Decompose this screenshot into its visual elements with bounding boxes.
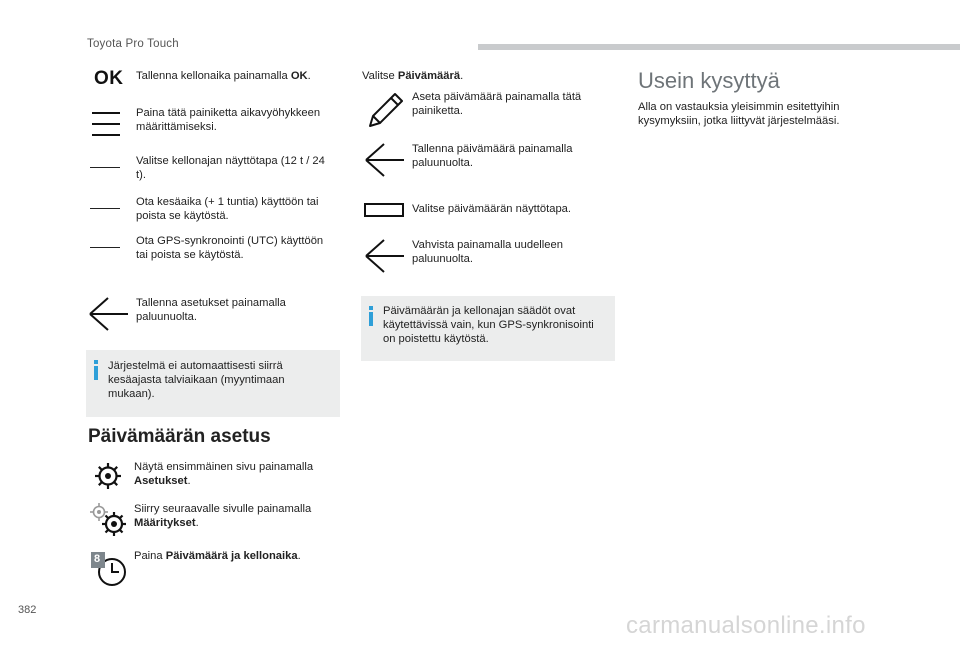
list-item xyxy=(90,458,334,498)
page-number: 382 xyxy=(18,604,37,616)
section-title: Päivämäärän asetus xyxy=(88,426,271,447)
line-icon xyxy=(90,154,134,194)
gears-icon xyxy=(88,500,132,542)
line-icon xyxy=(90,234,134,274)
list-item-text: Näytä ensimmäinen sivu painamalla Asetukset. xyxy=(134,461,314,487)
list-item xyxy=(92,106,336,146)
ok-icon: OK xyxy=(94,68,124,89)
list-item-text: Ota GPS-synkronointi (UTC) käyttöön tai poista se käytöstä. xyxy=(136,235,324,261)
menu-icon xyxy=(92,106,136,146)
section-body: Alla on vastauksia yleisimmin esitettyihin kysymyksiin, jotka liittyvät järjestelmääsi. xyxy=(638,101,840,127)
list-item-text: Paina tätä painiketta aikavyöhykkeen määrittämiseksi. xyxy=(136,107,321,133)
list-item xyxy=(364,236,597,276)
list-item-text: Tallenna kellonaika painamalla OK. xyxy=(136,70,311,82)
pencil-icon xyxy=(364,88,412,130)
info-icon xyxy=(94,360,98,380)
list-item xyxy=(90,195,346,235)
header-title: Toyota Pro Touch xyxy=(87,38,179,50)
list-item-text: Aseta päivämäärä painamalla tätä painiketta. xyxy=(412,91,582,117)
list-item-text: Valitse kellonajan näyttötapa (12 t / 24 t). xyxy=(136,155,325,181)
list-item xyxy=(364,140,597,180)
info-note xyxy=(361,296,615,361)
list-item-text: Tallenna päivämäärä painamalla paluunuolta. xyxy=(412,143,573,169)
list-item xyxy=(92,66,336,106)
list-item-text: Paina Päivämäärä ja kellonaika. xyxy=(134,550,301,562)
rect-icon xyxy=(364,199,412,221)
back-arrow-icon xyxy=(364,140,412,180)
clock-icon xyxy=(88,546,132,588)
section-heading: Usein kysyttyä xyxy=(638,68,780,93)
list-item xyxy=(90,154,336,194)
list-item-text: Ota kesäaika (+ 1 tuntia) käyttöön tai poista se käytöstä. xyxy=(136,196,319,222)
list-item-text: Tallenna asetukset painamalla paluunuolta. xyxy=(136,297,286,323)
list-item-text: Siirry seuraavalle sivulle painamalla Määritykset. xyxy=(134,503,312,529)
list-item-text: Vahvista painamalla uudelleen paluunuolta. xyxy=(412,239,563,265)
list-item-text: Valitse päivämäärän näyttötapa. xyxy=(412,203,572,215)
info-icon xyxy=(369,306,373,326)
back-arrow-icon xyxy=(88,294,136,334)
list-item xyxy=(88,500,334,542)
watermark: carmanualsonline.info xyxy=(626,612,866,639)
info-note-text: Päivämäärän ja kellonajan säädöt ovat käytettävissä vain, kun GPS-synkronisointi on poistettu käytöstä. xyxy=(383,305,594,345)
back-arrow-icon xyxy=(364,236,412,276)
list-item xyxy=(90,234,336,274)
list-item xyxy=(88,546,344,588)
gear-icon xyxy=(90,458,134,498)
list-item xyxy=(88,294,316,334)
list-item xyxy=(364,199,597,221)
info-note xyxy=(86,350,340,417)
line-icon xyxy=(90,195,134,235)
intro-text: Valitse Päivämäärä. xyxy=(362,70,464,82)
info-note-text: Järjestelmä ei automaattisesti siirrä kesäajasta talviaikaan (myyntimaan mukaan). xyxy=(108,360,285,400)
list-item xyxy=(364,88,597,130)
step-badge: 8 xyxy=(94,553,101,565)
header-bar xyxy=(478,44,960,50)
